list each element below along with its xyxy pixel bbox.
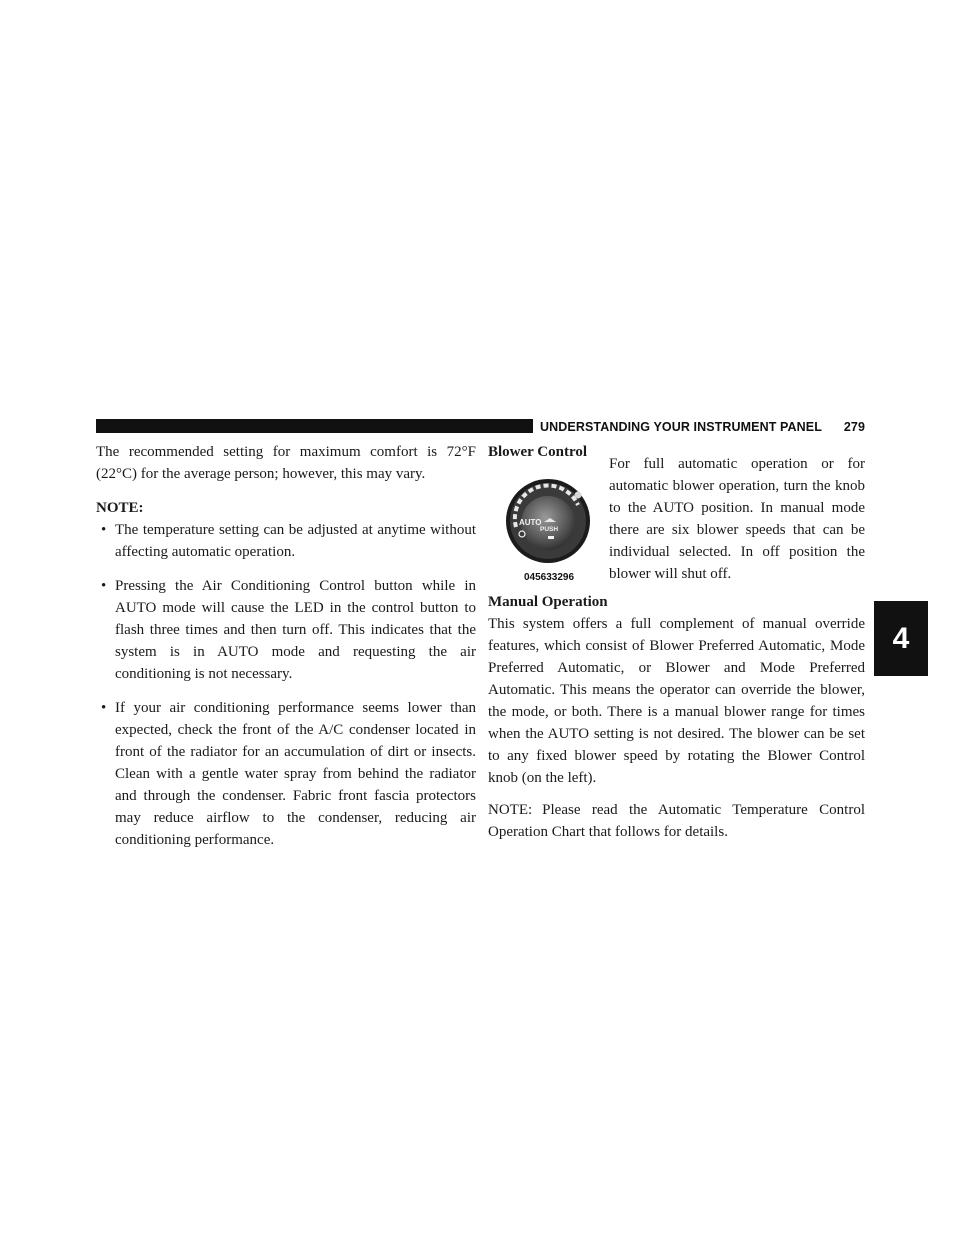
note-bullet-list xyxy=(96,519,476,851)
blower-control-paragraph: For full automatic operation or for automatic blower operation, turn the knob to the AUTO position. In manual mode there are six blower speeds that can be individual selected. In off position the blower will shut off. xyxy=(609,456,865,582)
blower-knob-figure xyxy=(498,475,600,583)
running-header xyxy=(540,418,865,435)
note-paragraph xyxy=(488,799,865,843)
bullet-icon: • xyxy=(101,578,107,594)
manual-operation-paragraph: This system offers a full complement of manual override features, which consist of Blower Preferred Automatic, Mode Preferred Automatic, or Blower and Mode Preferred Automatic. This means the operator can override the blower, the mode, or both. There is a manual blower range for times when the AUTO setting is not desired. The blower can be set to any fixed blower speed by rotating the Blower Control knob (on the left). xyxy=(488,616,865,786)
chapter-tab: 4 xyxy=(874,601,928,676)
note-label: NOTE: xyxy=(488,802,533,818)
note-text: Please read the Automatic Temperature Control Operation Chart that follows for details. xyxy=(488,802,865,840)
figure-id: 045633296 xyxy=(523,572,575,583)
bullet-icon: • xyxy=(101,522,107,538)
indicator-led-icon xyxy=(548,536,554,539)
intro-paragraph: The recommended setting for maximum comfort is 72°F (22°C) for the average person; however, this may vary. xyxy=(96,444,476,482)
bullet-icon: • xyxy=(101,700,107,716)
blower-control-section xyxy=(488,441,865,581)
manual-operation-heading: Manual Operation xyxy=(488,594,608,610)
knob-auto-label: AUTO xyxy=(519,518,542,527)
blower-knob-icon xyxy=(498,475,600,565)
right-column xyxy=(488,441,865,843)
blower-control-heading: Blower Control xyxy=(488,444,588,460)
fan-icon xyxy=(575,492,582,499)
list-item: • If your air conditioning performance seems lower than expected, check the front of the A/C condenser located in front of the radiator for an accumulation of dirt or insects. Clean with a gentle water spray from behind the radiator and through the condenser. Fabric front fascia protectors may reduce airflow to the condenser, reducing air conditioning performance. xyxy=(96,697,476,851)
section-title: UNDERSTANDING YOUR INSTRUMENT PANEL xyxy=(540,419,822,434)
header-rule xyxy=(96,419,533,433)
left-column xyxy=(96,441,476,851)
list-item: • Pressing the Air Conditioning Control button while in AUTO mode will cause the LED in the control button to flash three times and then turn off. This indicates that the system is in AUTO mode and requesting the air conditioning is not necessary. xyxy=(96,575,476,685)
knob-push-label: PUSH xyxy=(540,526,559,533)
list-item: • The temperature setting can be adjusted at anytime without affecting automatic operation. xyxy=(96,519,476,563)
page-number: 279 xyxy=(843,419,865,434)
note-heading: NOTE: xyxy=(96,500,144,516)
